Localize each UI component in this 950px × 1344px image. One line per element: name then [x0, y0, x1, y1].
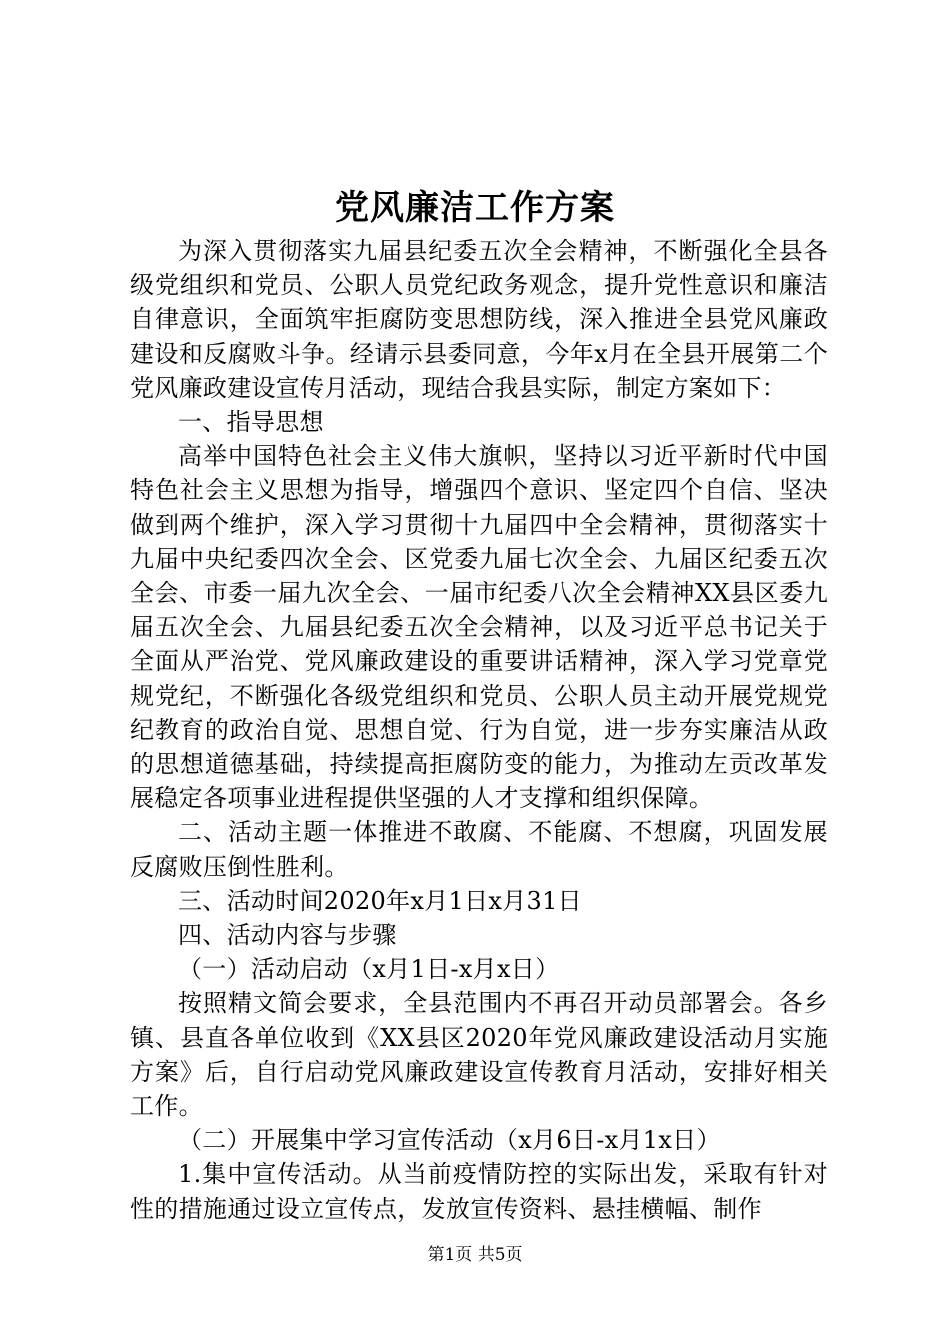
- paragraph-activity-launch: 按照精文简会要求，全县范围内不再召开动员部署会。各乡镇、县直各单位收到《XX县区2020年党风廉政建设活动月实施方案》后，自行启动党风廉政建设宣传教育月活动，安排好相关工作。: [130, 989, 828, 1121]
- document-body: [130, 234, 828, 1226]
- heading-activity-content: 四、活动内容与步骤: [178, 921, 397, 950]
- paragraph-activity-time: 三、活动时间2020年x月1日x月31日: [178, 886, 582, 915]
- paragraph-activity-theme: 二、活动主题一体推进不敢腐、不能腐、不想腐，巩固发展反腐败压倒性胜利。: [130, 818, 828, 881]
- paragraph-study-activity: 1.集中宣传活动。从当前疫情防控的实际出发，采取有针对性的措施通过设立宣传点，发放宣传资料、悬挂横幅、制作: [130, 1160, 828, 1223]
- heading-guiding-ideology: 一、指导思想: [178, 408, 324, 437]
- paragraph-intro: 为深入贯彻落实九届县纪委五次全会精神，不断强化全县各级党组织和党员、公职人员党纪政务观念，提升党性意识和廉洁自律意识，全面筑牢拒腐防变思想防线，深入推进全县党风廉政建设和反腐败斗争。经请示县委同意，今年x月在全县开展第二个党风廉政建设宣传月活动，现结合我县实际，制定方案如下：: [130, 237, 828, 402]
- subheading-activity-launch: （一）活动启动（x月1日-x月x日）: [178, 955, 560, 984]
- document-title: 党风廉洁工作方案: [335, 188, 615, 228]
- subheading-study-activity: （二）开展集中学习宣传活动（x月6日-x月1x日）: [178, 1126, 721, 1155]
- page-footer: 第1页 共5页: [427, 1245, 523, 1265]
- paragraph-guiding-ideology: 高举中国特色社会主义伟大旗帜，坚持以习近平新时代中国特色社会主义思想为指导，增强四个意识、坚定四个自信、坚决做到两个维护，深入学习贯彻十九届四中全会精神，贯彻落实十九届中央纪委四次全会、区党委九届七次全会、九届区纪委五次全会、市委一届九次全会、一届市纪委八次全会精神XX县区委九届五次全会、九届县纪委五次全会精神，以及习近平总书记关于全面从严治党、党风廉政建设的重要讲话精神，深入学习党章党规党纪，不断强化各级党组织和党员、公职人员主动开展党规党纪教育的政治自觉、思想自觉、行为自觉，进一步夯实廉洁从政的思想道德基础，持续提高拒腐防变的能力，为推动左贡改革发展稳定各项事业进程提供坚强的人才支撑和组织保障。: [130, 442, 828, 813]
